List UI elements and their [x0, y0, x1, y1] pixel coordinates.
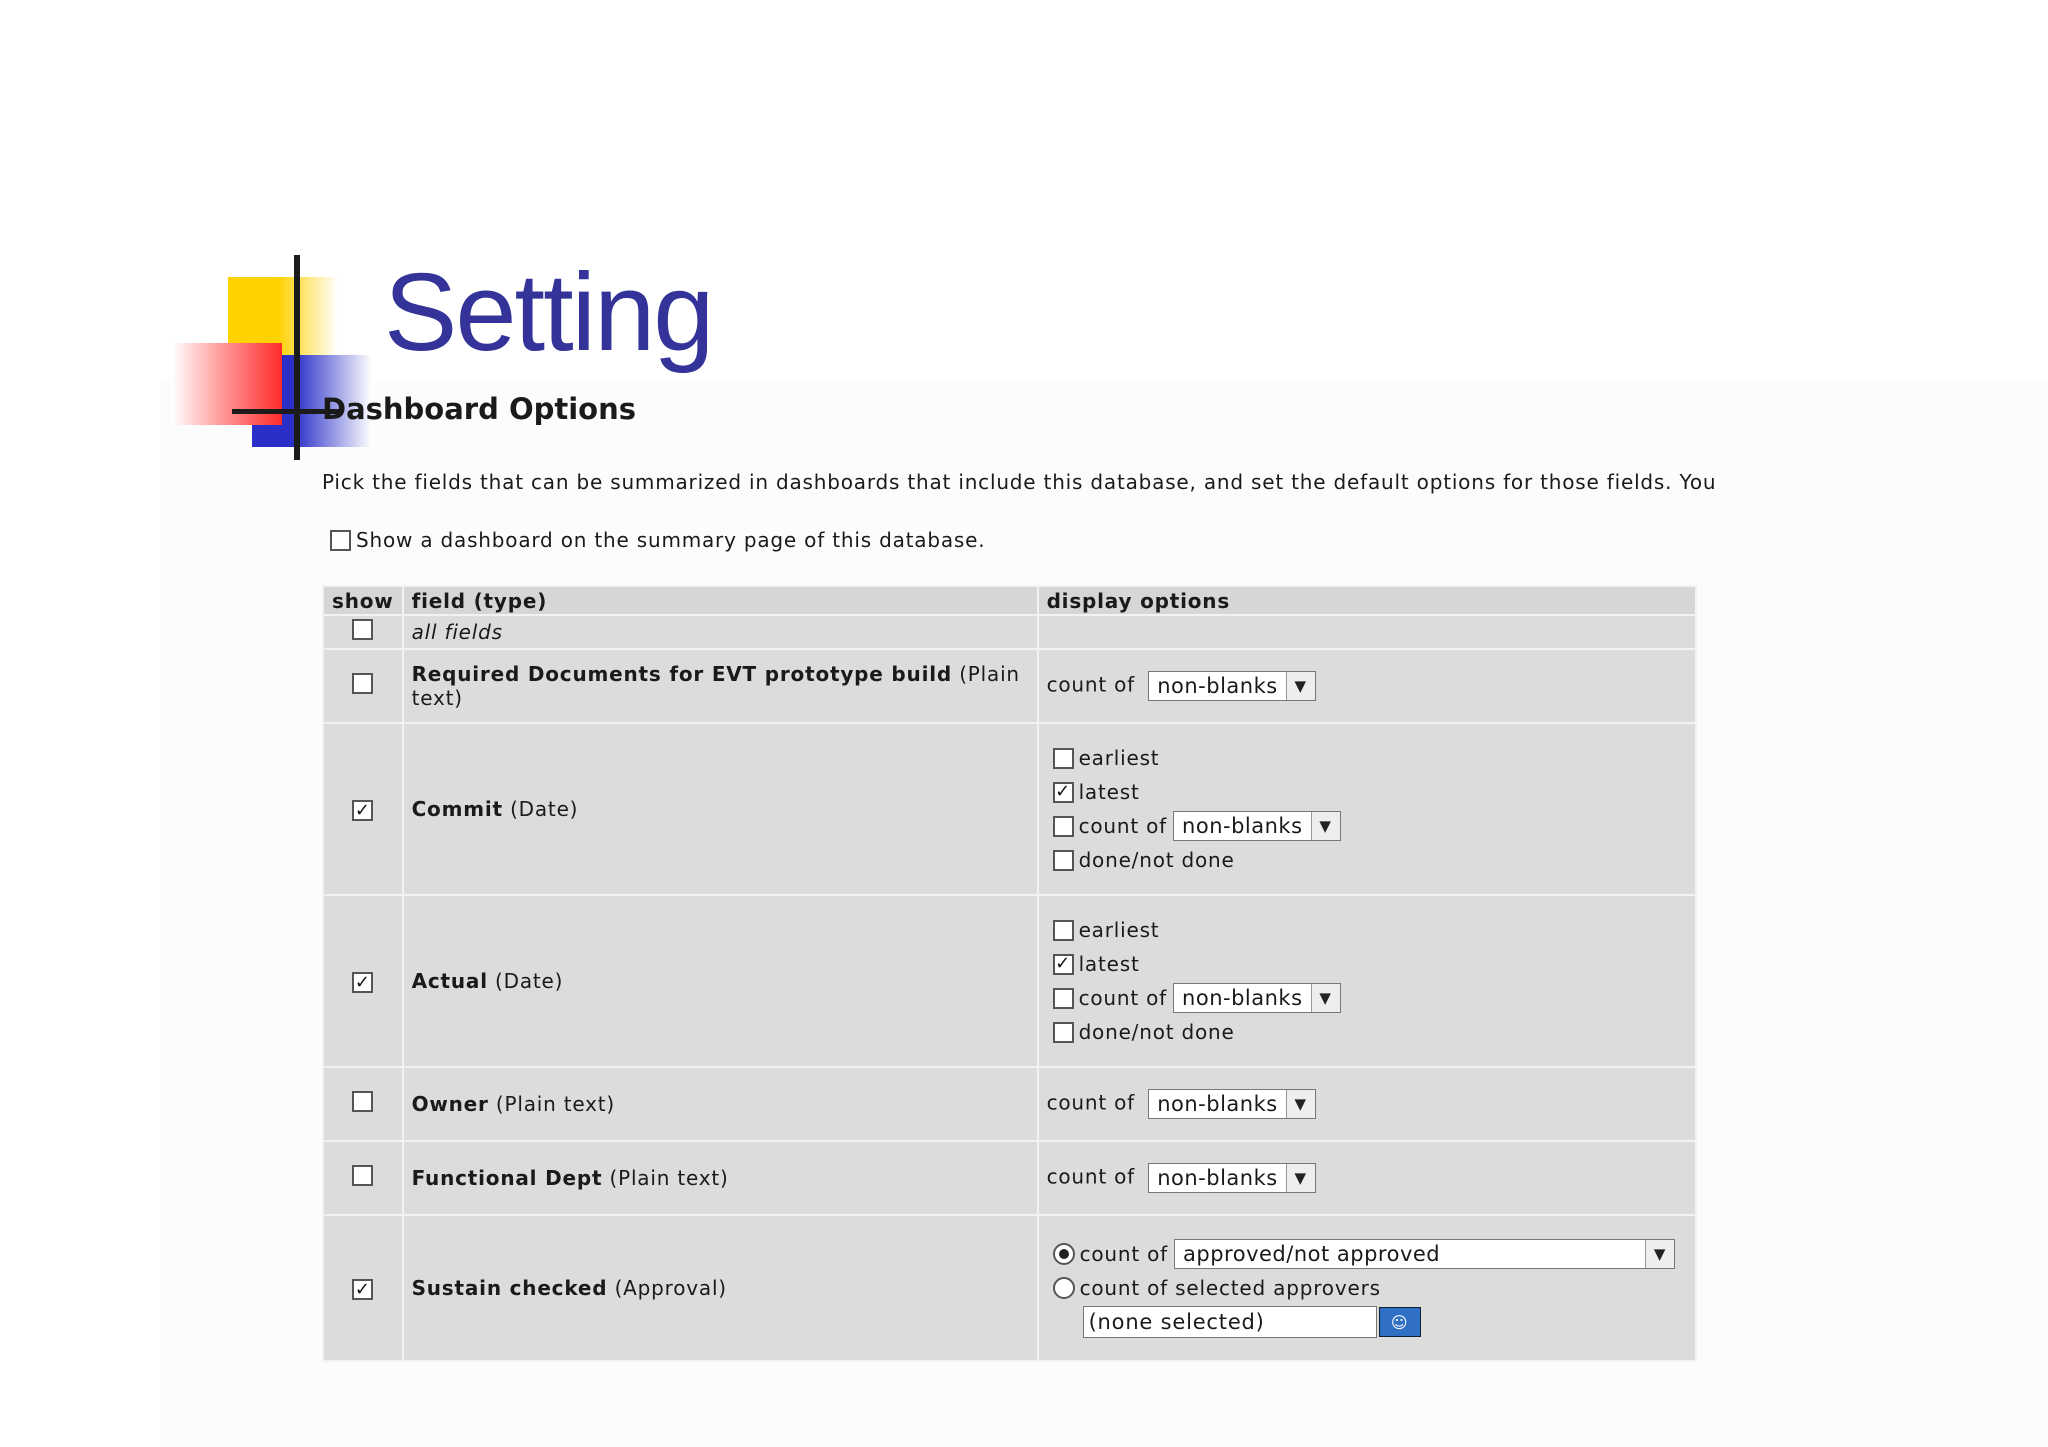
count-of-label: count of [1046, 1090, 1136, 1115]
decorative-logo [170, 255, 400, 465]
count-option[interactable]: count of non-blanks ▼ [1053, 809, 1687, 843]
table-row [323, 615, 1696, 649]
done-option[interactable]: done/not done [1053, 843, 1687, 877]
chevron-down-icon: ▼ [1286, 672, 1315, 700]
count-option[interactable]: count of non-blanks ▼ [1053, 981, 1687, 1015]
field-type: (Date) [495, 969, 564, 993]
field-name: Required Documents for EVT prototype build [411, 662, 953, 686]
chevron-down-icon: ▼ [1311, 984, 1340, 1012]
table-row [323, 723, 1696, 895]
earliest-option[interactable]: earliest [1053, 741, 1687, 775]
table-row [323, 1141, 1696, 1215]
field-type: (Plain text) [609, 1166, 729, 1190]
show-dashboard-checkbox[interactable] [330, 530, 351, 551]
earliest-checkbox[interactable] [1053, 920, 1074, 941]
count-select[interactable]: non-blanks ▼ [1173, 811, 1341, 841]
selected-approvers-radio-option[interactable]: count of selected approvers [1053, 1271, 1687, 1305]
count-of-radio[interactable] [1053, 1243, 1075, 1265]
section-description: Pick the fields that can be summarized in dashboards that include this database, and set the default options for those fields. You [322, 470, 1717, 494]
table-header-row [323, 586, 1696, 615]
header-options: display options [1038, 586, 1696, 615]
row-show-checkbox[interactable] [352, 1165, 373, 1186]
latest-option[interactable]: ✓ latest [1053, 775, 1687, 809]
field-type: (Plain text) [411, 662, 1020, 710]
done-checkbox[interactable] [1053, 850, 1074, 871]
chevron-down-icon: ▼ [1286, 1164, 1315, 1192]
row-show-checkbox[interactable] [352, 673, 373, 694]
selected-approvers-radio[interactable] [1053, 1277, 1075, 1299]
approvers-input[interactable]: (none selected) [1083, 1306, 1377, 1338]
all-fields-label: all fields [411, 620, 503, 644]
field-name: Functional Dept [411, 1166, 603, 1190]
field-type: (Approval) [614, 1276, 727, 1300]
approval-select[interactable]: approved/not approved ▼ [1174, 1239, 1675, 1269]
count-of-label: count of [1046, 672, 1136, 697]
all-fields-checkbox[interactable] [352, 619, 373, 640]
chevron-down-icon: ▼ [1311, 812, 1340, 840]
done-checkbox[interactable] [1053, 1022, 1074, 1043]
done-option[interactable]: done/not done [1053, 1015, 1687, 1049]
count-select[interactable]: non-blanks ▼ [1148, 1089, 1316, 1119]
field-name: Sustain checked [411, 1276, 608, 1300]
vertical-line [294, 255, 300, 460]
count-of-radio-option[interactable]: count of approved/not approved ▼ [1053, 1237, 1687, 1271]
field-type: (Date) [510, 797, 579, 821]
header-show: show [323, 586, 403, 615]
field-name: Actual [411, 969, 488, 993]
row-show-checkbox[interactable]: ✓ [352, 972, 373, 993]
count-of-label: count of [1046, 1164, 1136, 1189]
header-field: field (type) [403, 586, 1038, 615]
earliest-checkbox[interactable] [1053, 748, 1074, 769]
row-show-checkbox[interactable]: ✓ [352, 1279, 373, 1300]
chevron-down-icon: ▼ [1286, 1090, 1315, 1118]
count-checkbox[interactable] [1053, 988, 1074, 1009]
show-dashboard-option[interactable] [330, 528, 985, 552]
latest-option[interactable]: ✓ latest [1053, 947, 1687, 981]
count-select[interactable]: non-blanks ▼ [1148, 671, 1316, 701]
earliest-option[interactable]: earliest [1053, 913, 1687, 947]
field-name: Commit [411, 797, 503, 821]
table-row [323, 649, 1696, 723]
approver-picker [1053, 1305, 1687, 1339]
table-row [323, 1215, 1696, 1361]
count-select[interactable]: non-blanks ▼ [1148, 1163, 1316, 1193]
people-picker-icon[interactable]: ☺ [1379, 1307, 1421, 1337]
count-checkbox[interactable] [1053, 816, 1074, 837]
show-dashboard-label: Show a dashboard on the summary page of this database. [356, 528, 986, 552]
latest-checkbox[interactable]: ✓ [1053, 782, 1074, 803]
table-row [323, 1067, 1696, 1141]
table-row [323, 895, 1696, 1067]
field-name: Owner [411, 1092, 489, 1116]
latest-checkbox[interactable]: ✓ [1053, 954, 1074, 975]
row-show-checkbox[interactable] [352, 1091, 373, 1112]
section-heading: Dashboard Options [322, 392, 637, 426]
slide-title: Setting [384, 251, 713, 374]
row-show-checkbox[interactable]: ✓ [352, 800, 373, 821]
count-select[interactable]: non-blanks ▼ [1173, 983, 1341, 1013]
dashboard-options-table [322, 585, 1697, 1362]
field-type: (Plain text) [495, 1092, 616, 1116]
chevron-down-icon: ▼ [1645, 1240, 1674, 1268]
